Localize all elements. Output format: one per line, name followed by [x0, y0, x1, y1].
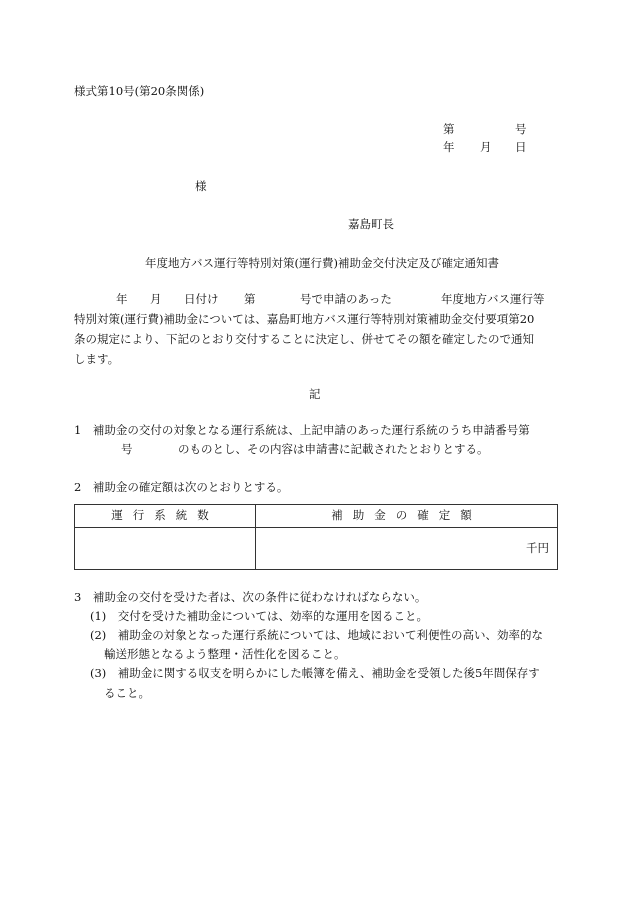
- item-2: 2 補助金の確定額は次のとおりとする。: [74, 480, 289, 494]
- body-line-4: します。: [74, 352, 120, 366]
- form-reference: 様式第10号(第20条関係): [74, 84, 205, 98]
- item-1-number-suffix: 号: [121, 442, 133, 456]
- addressee-suffix: 様: [195, 179, 207, 193]
- ki-heading: 記: [309, 387, 321, 401]
- body-fiscal-year: 年度地方バス運行等: [441, 292, 545, 306]
- doc-number-prefix: 第: [443, 122, 455, 136]
- date-month: 月: [480, 140, 492, 154]
- condition-3-line-1: (3) 補助金に関する収支を明らかにした帳簿を備え、補助金を受領した後5年間保存す: [90, 666, 540, 680]
- cell-final-amount: [256, 528, 558, 570]
- item-1-line-2: のものとし、その内容は申請書に記載されたとおりとする。: [178, 442, 489, 456]
- item-1-line-1: 1 補助金の交付の対象となる運行系統は、上記申請のあった運行系統のうち申請番号第: [74, 423, 530, 437]
- body-line-3: 条の規定により、下記のとおり交付することに決定し、併せてその額を確定したので通知: [74, 332, 534, 346]
- date-day: 日: [515, 140, 527, 154]
- body-month: 月: [150, 292, 162, 306]
- header-route-count: 運行系統数: [75, 505, 256, 528]
- body-year: 年: [116, 292, 128, 306]
- doc-number-suffix: 号: [515, 122, 527, 136]
- amount-table: [74, 504, 558, 570]
- condition-3-line-2: ること。: [104, 686, 150, 700]
- condition-2-line-2: 輸送形態となるよう整理・活性化を図ること。: [104, 647, 346, 661]
- item-3: 3 補助金の交付を受けた者は、次の条件に従わなければならない。: [74, 590, 427, 604]
- cell-route-count: [75, 528, 256, 570]
- body-no-prefix: 第: [244, 292, 256, 306]
- body-line-2: 特別対策(運行費)補助金については、嘉島町地方バス運行等特別対策補助金交付要項第20: [74, 312, 535, 326]
- header-final-amount: 補助金の確定額: [256, 505, 558, 528]
- body-no-suffix: 号で申請のあった: [300, 292, 392, 306]
- unit-label: 千円: [526, 540, 549, 555]
- condition-2-line-1: (2) 補助金の対象となった運行系統については、地域において利便性の高い、効率的な: [90, 628, 544, 642]
- body-day: 日付け: [184, 292, 219, 306]
- document-title: 年度地方バス運行等特別対策(運行費)補助金交付決定及び確定通知書: [145, 256, 499, 270]
- issuer: 嘉島町長: [348, 217, 394, 231]
- condition-1: (1) 交付を受けた補助金については、効率的な運用を図ること。: [90, 609, 429, 623]
- date-year: 年: [443, 140, 455, 154]
